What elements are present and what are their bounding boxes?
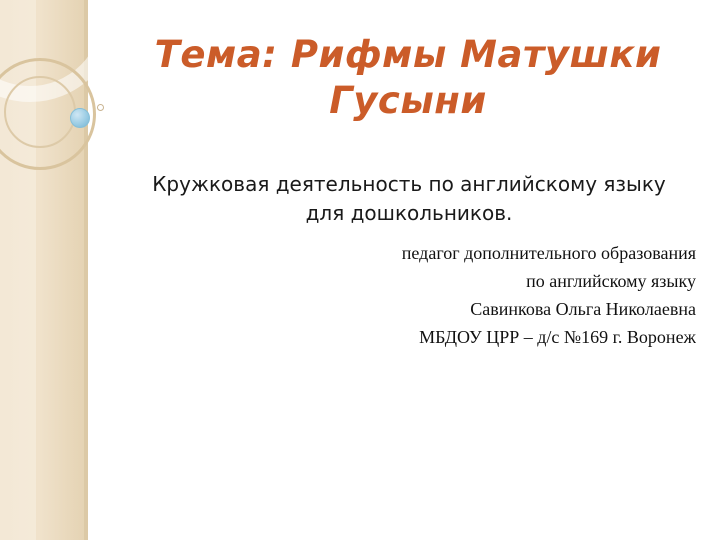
credit-line: МБДОУ ЦРР – д/с №169 г. Воронеж: [419, 326, 696, 347]
blue-dot-icon: [70, 108, 90, 128]
subtitle-line-1: Кружковая деятельность по английскому языку: [152, 172, 666, 196]
slide-content: [88, 0, 720, 540]
credit-line: педагог дополнительного образования: [401, 243, 696, 263]
slide-subtitle: [124, 170, 694, 228]
circle-decoration-small-icon: [4, 76, 76, 148]
credit-line: Савинкова Ольга Николаевна: [470, 298, 696, 319]
author-credits: [124, 240, 696, 352]
subtitle-line-2: для дошкольников.: [305, 201, 513, 225]
credit-line: по английскому языку: [526, 270, 696, 291]
slide-title: Тема: Рифмы Матушки Гусыни: [154, 33, 662, 123]
